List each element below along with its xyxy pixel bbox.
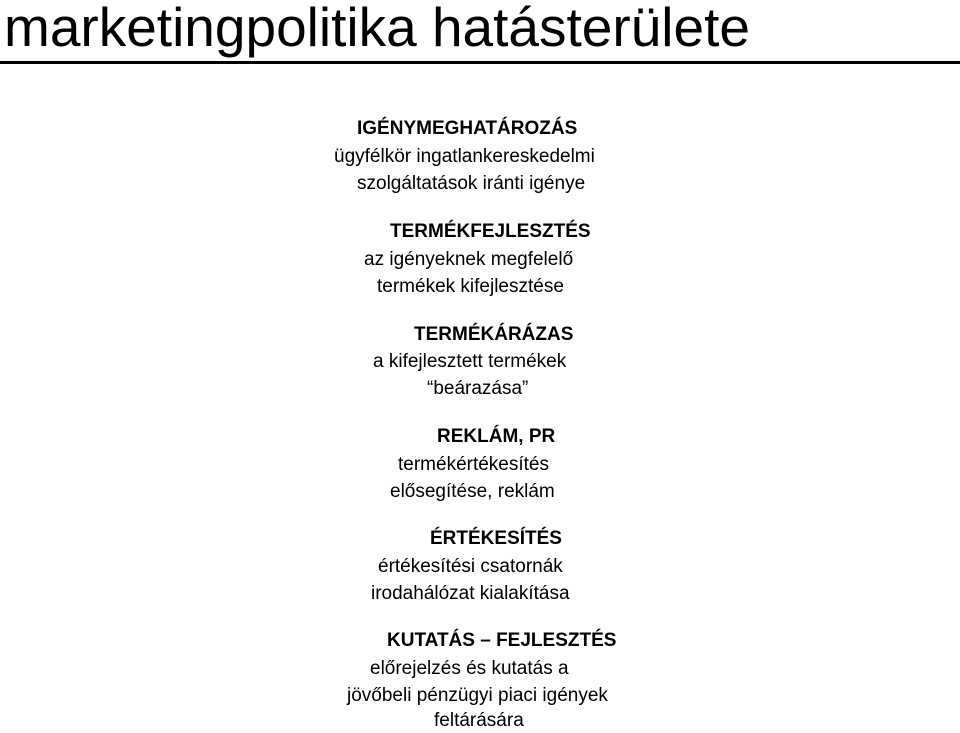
page-title: marketingpolitika hatásterülete <box>4 0 750 58</box>
section-text-line: értékesítési csatornák <box>378 556 563 577</box>
section-text-line: “beárazása” <box>427 378 529 399</box>
section-heading-reklam-pr: REKLÁM, PR <box>437 426 556 447</box>
title-underline <box>0 61 960 64</box>
section-text-line: termékértékesítés <box>398 454 549 475</box>
section-heading-termekfejlesztes: TERMÉKFEJLESZTÉS <box>390 221 591 242</box>
section-text-line: jövőbeli pénzügyi piaci igények <box>347 685 608 706</box>
section-heading-kutatas-fejlesztes: KUTATÁS – FEJLESZTÉS <box>387 630 617 651</box>
section-text-line: a kifejlesztett termékek <box>373 351 567 372</box>
section-text-line: az igényeknek megfelelő <box>364 249 574 270</box>
section-text-line: termékek kifejlesztése <box>377 276 564 297</box>
section-heading-igenymeghatarozas: IGÉNYMEGHATÁROZÁS <box>357 118 578 139</box>
section-text-line: elősegítése, reklám <box>390 481 555 502</box>
section-text-line: szolgáltatások iránti igénye <box>357 173 586 194</box>
section-heading-ertekesites: ÉRTÉKESÍTÉS <box>430 528 562 549</box>
section-text-line: ügyfélkör ingatlankereskedelmi <box>334 146 595 167</box>
section-text-line: feltárására <box>434 710 524 731</box>
section-text-line: előrejelzés és kutatás a <box>370 658 569 679</box>
section-heading-termekarazas: TERMÉKÁRÁZAS <box>414 324 574 345</box>
section-text-line: irodahálózat kialakítása <box>371 583 570 604</box>
